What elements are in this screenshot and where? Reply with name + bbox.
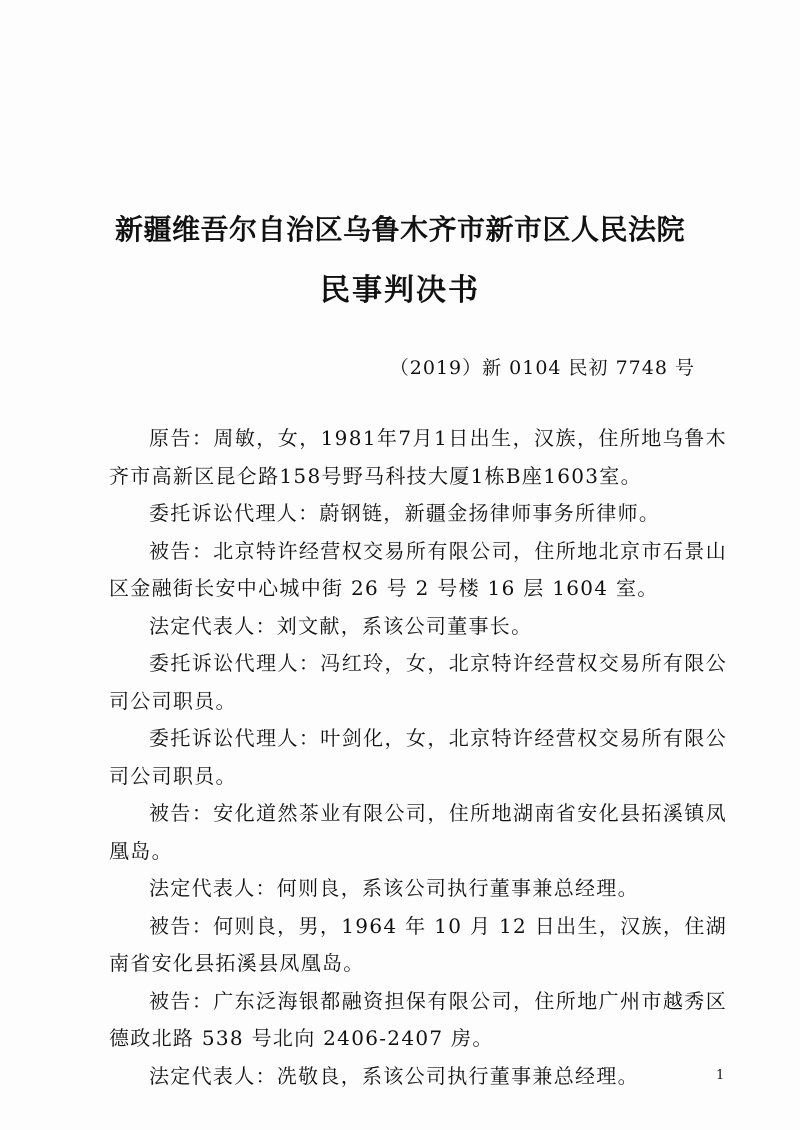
party-defendant-3: 被告：何则良，男，1964 年 10 月 12 日出生，汉族，住湖南省安化县拓溪县凤凰岛。	[109, 913, 727, 975]
court-name: 新疆维吾尔自治区乌鲁木齐市新市区人民法院	[114, 213, 685, 246]
party-defendant-1: 被告：北京特许经营权交易所有限公司，住所地北京市石景山区金融街长安中心城中街 26 号 2 号楼 16 层 1604 室。	[109, 538, 727, 600]
party-defendant-1-agent-2: 委托诉讼代理人：叶剑化，女，北京特许经营权交易所有限公司公司职员。	[109, 726, 727, 788]
document-body	[109, 420, 727, 1095]
case-number: （2019）新 0104 民初 7748 号	[389, 357, 695, 379]
party-defendant-2-representative: 法定代表人：何则良，系该公司执行董事兼总经理。	[149, 876, 639, 900]
page-number: 1	[716, 1068, 725, 1083]
party-plaintiff-agent: 委托诉讼代理人：蔚钢链，新疆金扬律师事务所律师。	[149, 501, 661, 525]
party-defendant-4: 被告：广东泛海银都融资担保有限公司，住所地广州市越秀区德政北路 538 号北向 2406-2407 房。	[109, 988, 727, 1050]
party-plaintiff: 原告：周敏，女，1981年7月1日出生，汉族，住所地乌鲁木齐市高新区昆仑路158号野马科技大厦1栋B座1603室。	[109, 426, 727, 488]
party-defendant-1-agent-1: 委托诉讼代理人：冯红玲，女，北京特许经营权交易所有限公司公司职员。	[109, 651, 727, 713]
party-defendant-2: 被告：安化道然茶业有限公司，住所地湖南省安化县拓溪镇凤凰岛。	[109, 801, 727, 863]
party-defendant-1-representative: 法定代表人：刘文献，系该公司董事长。	[149, 613, 533, 638]
document-title: 民事判决书	[320, 273, 480, 308]
party-defendant-4-representative: 法定代表人：冼敬良，系该公司执行董事兼总经理。	[149, 1063, 639, 1088]
